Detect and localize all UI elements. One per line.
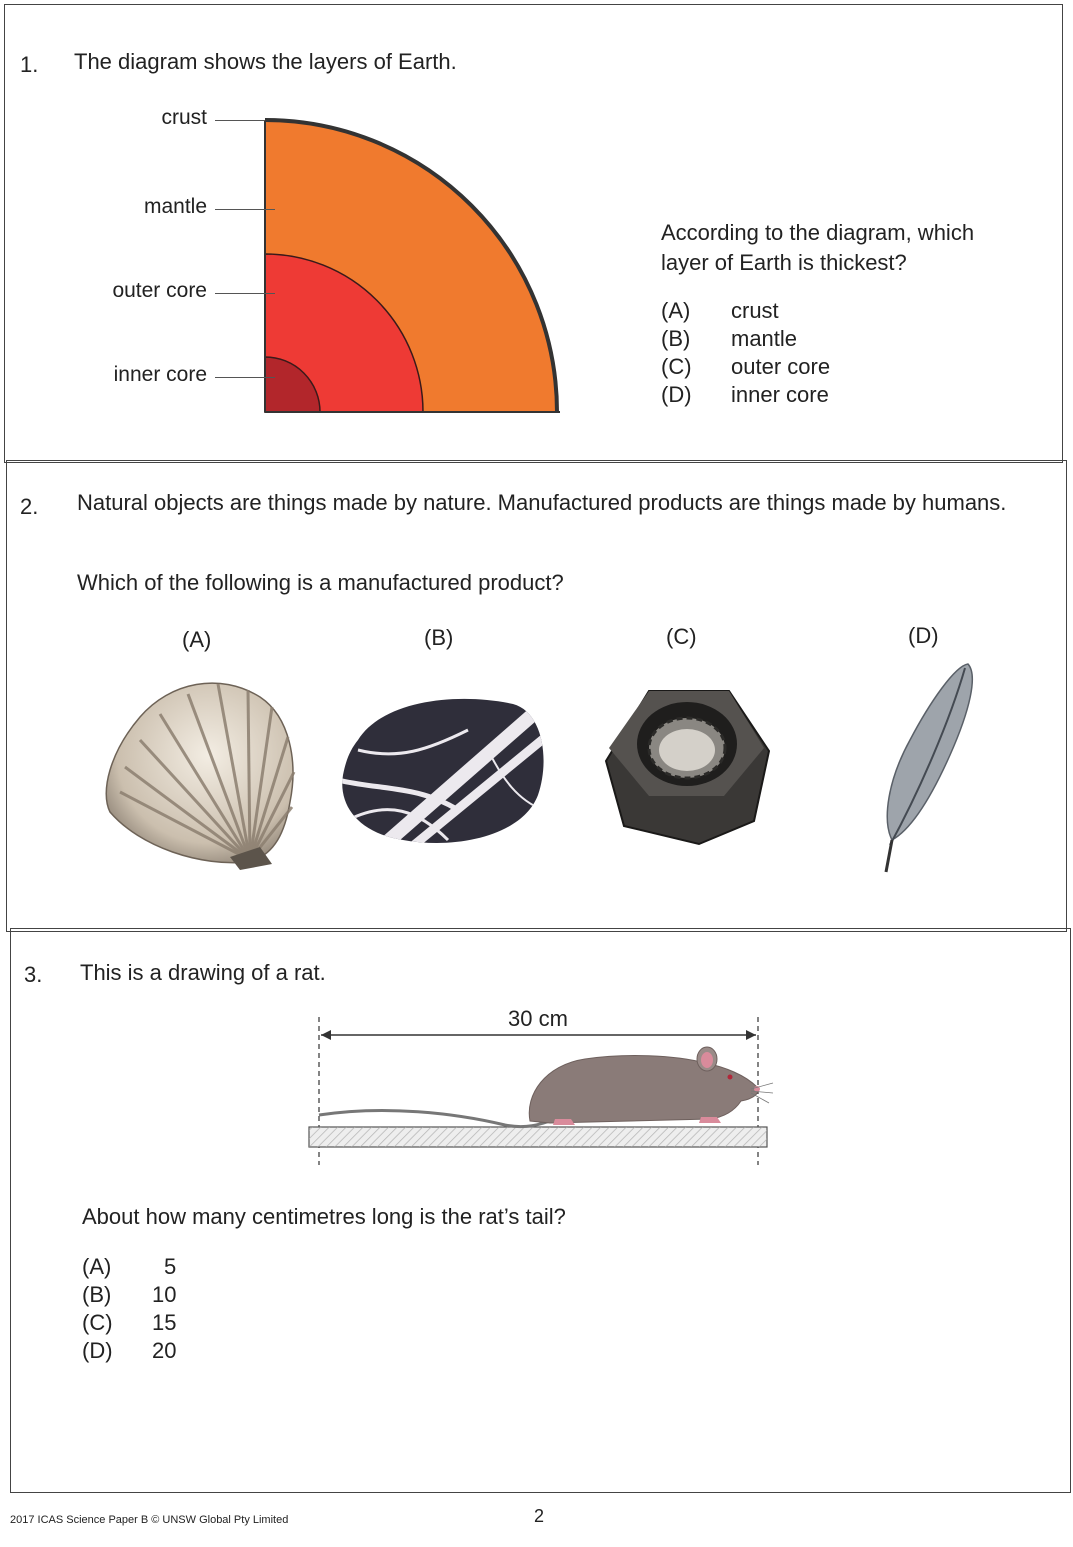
q1-option-c[interactable]: (C) outer core (661, 354, 831, 379)
leader-mantle (215, 209, 275, 210)
rat-tail (319, 1110, 555, 1126)
feather-image[interactable] (870, 660, 980, 875)
label-outer-core: outer core (112, 279, 207, 302)
q3-options (82, 1254, 282, 1366)
q3-option-c[interactable]: (C) 15 (82, 1310, 177, 1335)
q1-stem: The diagram shows the layers of Earth. (74, 49, 457, 74)
q3-question: About how many centimetres long is the rat’s tail? (82, 1204, 566, 1229)
q3-number: 3. (24, 962, 43, 987)
q1-option-a[interactable]: (A) crust (661, 298, 779, 323)
earth-layers-diagram (260, 112, 570, 418)
label-mantle: mantle (143, 195, 207, 218)
hex-nut-image[interactable] (604, 686, 770, 846)
q2-option-d-letter[interactable]: (D) (908, 623, 939, 648)
q2-option-c-letter[interactable]: (C) (666, 624, 697, 649)
q2-option-b-letter[interactable]: (B) (424, 625, 454, 650)
q2-option-a-letter[interactable]: (A) (182, 627, 212, 652)
q3-stem: This is a drawing of a rat. (80, 960, 326, 985)
q3-option-a[interactable]: (A) 5 (82, 1254, 177, 1279)
q1-number: 1. (20, 52, 39, 77)
q1-question: According to the diagram, which layer of Earth is thickest? (661, 220, 975, 275)
page-number: 2 (534, 1506, 545, 1526)
q2-stem: Natural objects are things made by nature. Manufactured products are things made by humans. (77, 490, 1007, 515)
seashell-image[interactable] (100, 672, 300, 872)
q3-option-d[interactable]: (D) 20 (82, 1338, 177, 1363)
q2-number: 2. (20, 494, 39, 519)
label-inner-core: inner core (113, 363, 207, 386)
q3-option-b[interactable]: (B) 10 (82, 1282, 177, 1307)
measure-label: 30 cm (508, 1006, 568, 1031)
q1-option-b[interactable]: (B) mantle (661, 326, 798, 351)
rat-drawing (305, 1015, 775, 1165)
rat-body (529, 1056, 758, 1123)
label-crust: crust (161, 106, 207, 129)
q2-question: Which of the following is a manufactured product? (77, 570, 564, 595)
q1-options (661, 298, 921, 410)
rat-eye (728, 1075, 733, 1080)
leader-outer-core (215, 293, 275, 294)
q1-option-d[interactable]: (D) inner core (661, 382, 829, 407)
leader-inner-core (215, 377, 275, 378)
striped-rock-image[interactable] (338, 690, 550, 850)
footer-copyright: 2017 ICAS Science Paper B © UNSW Global Pty Limited (10, 1514, 289, 1526)
leader-crust (215, 120, 265, 121)
